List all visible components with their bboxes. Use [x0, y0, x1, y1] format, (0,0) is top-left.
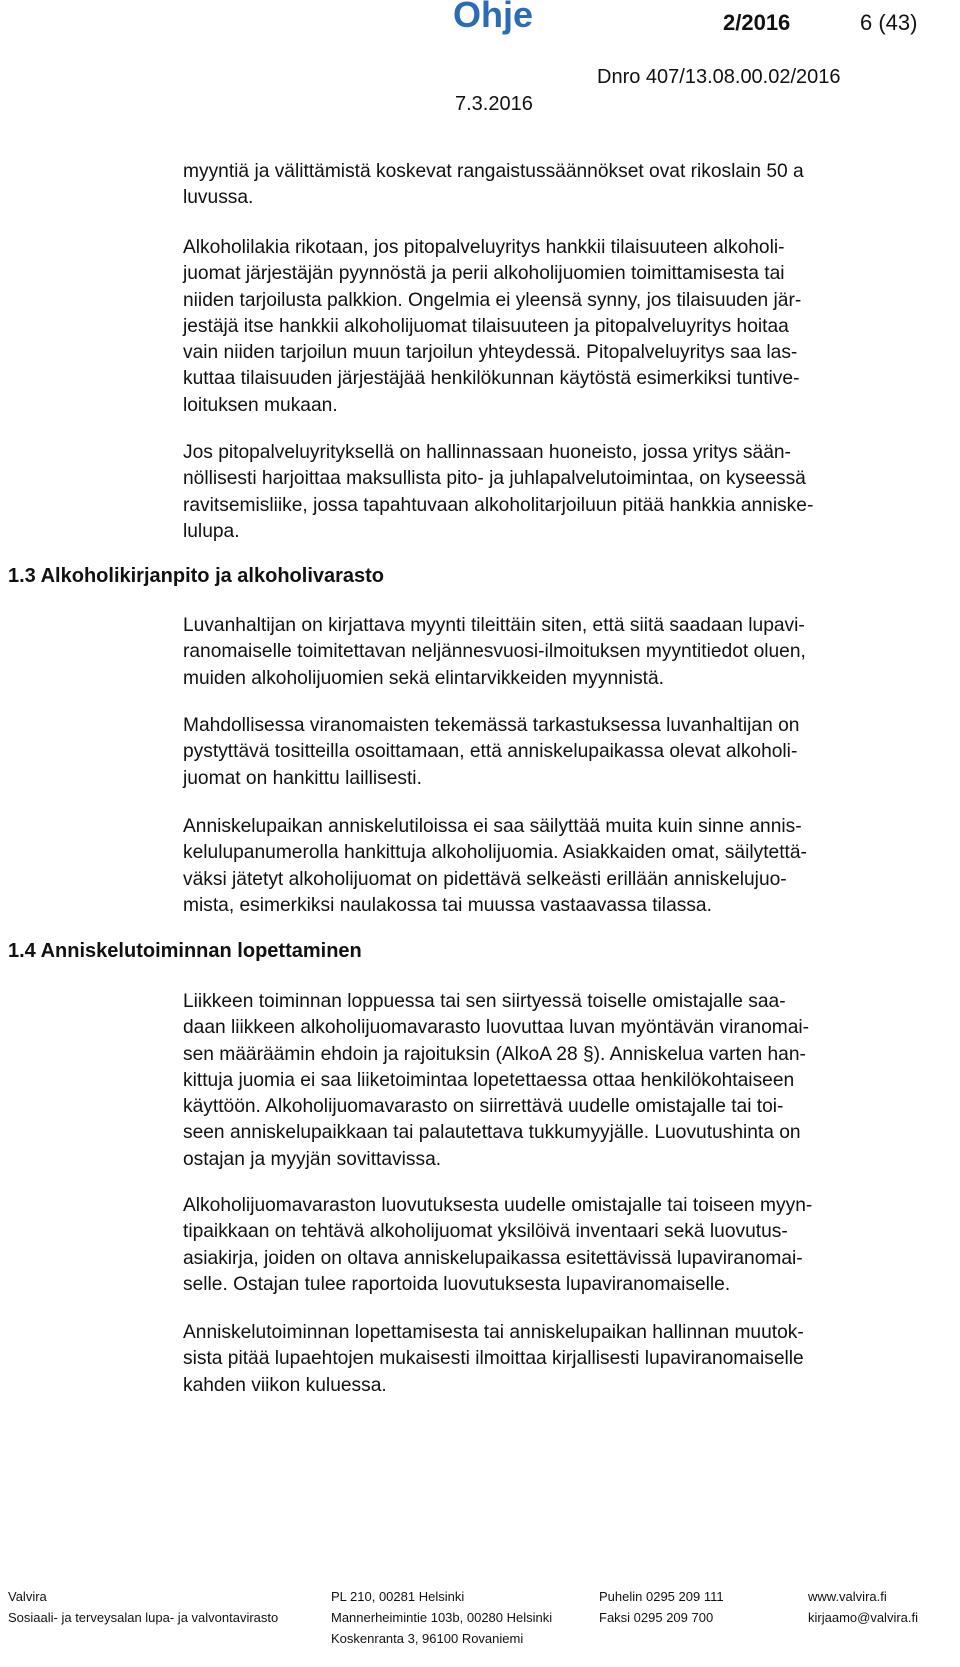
document-number: 2/2016: [723, 10, 791, 35]
document-date: 7.3.2016: [455, 93, 533, 115]
section-heading-1-4: 1.4 Anniskelutoiminnan lopettaminen: [8, 940, 362, 962]
page-number: 6 (43): [860, 10, 918, 35]
footer-phone: Puhelin 0295 209 111: [599, 1589, 724, 1604]
paragraph-3: Luvanhaltijan on kirjattava myynti tileittäin siten, että siitä saadaan lupavi- ranomaiselle toimitettavan neljännesvuosi-ilmoituksen myyntitiedot oluen, muiden alkoholijuomien sekä elintarvikkeiden myynnistä.: [183, 615, 806, 689]
paragraph-2: Jos pitopalveluyrityksellä on hallinnassaan huoneisto, jossa yritys sään- nöllisesti harjoittaa maksullista pito- ja juhlapalvelutoimintaa, on kyseessä ravitsemisliike, jossa tapahtuvaan alkoholitarjoiluun pitää hankkia anniske- lulupa.: [183, 442, 814, 542]
footer-address-1: PL 210, 00281 Helsinki: [331, 1589, 465, 1604]
section-heading-1-3: 1.3 Alkoholikirjanpito ja alkoholivarasto: [8, 565, 385, 587]
footer-email-link[interactable]: kirjaamo@valvira.fi: [808, 1610, 918, 1625]
footer-org-name: Valvira: [8, 1589, 47, 1604]
paragraph-6: Liikkeen toiminnan loppuessa tai sen siirtyessä toiselle omistajalle saa- daan liikkeen alkoholijuomavarasto luovuttaa luvan myöntävän viranomai- sen määräämin ehdoin ja rajoituksin (AlkoA 28 §). Anniskelua varten han- kittuja juomia ei saa liiketoimintaa lopetettaessa ottaa henkilökohtaiseen käyttöön. Alkoholijuomavarasto on siirrettävä uudelle omistajalle tai toi- seen anniskelupaikkaan tai palautettava tukkumyyjälle. Luovutushinta on ostajan ja myyjän sovittavissa.: [183, 991, 810, 1170]
paragraph-7: Alkoholijuomavaraston luovutuksesta uudelle omistajalle tai toiseen myyn- tipaikkaan on tehtävä alkoholijuomat yksilöivä inventaari sekä luovutus- asiakirja, joiden on oltava anniskelupaikassa esitettävissä lupaviranomai- selle. Ostajan tulee raportoida luovutuksesta lupaviranomaiselle.: [183, 1195, 813, 1295]
record-number: Dnro 407/13.08.00.02/2016: [597, 66, 841, 88]
footer-website-link[interactable]: www.valvira.fi: [808, 1589, 887, 1604]
footer-address-2: Mannerheimintie 103b, 00280 Helsinki: [331, 1610, 553, 1625]
paragraph-0: myyntiä ja välittämistä koskevat rangaistussäännökset ovat rikoslain 50 a luvussa.: [183, 161, 804, 209]
paragraph-1: Alkoholilakia rikotaan, jos pitopalveluyritys hankkii tilaisuuteen alkoholi- juomat järjestäjän pyynnöstä ja perii alkoholijuomien toimittamisesta tai niiden tarjoilusta palkkion. Ongelmia ei yleensä synny, jos tilaisuuden jär- jestäjä itse hankkii alkoholijuomat tilaisuuteen ja pitopalveluyritys hoitaa vain niiden tarjoilun muun tarjoilun yhteydessä. Pitopalveluyritys saa las- kuttaa tilaisuuden järjestäjää henkilökunnan käytöstä esimerkiksi tuntive- loituksen mukaan.: [183, 237, 802, 416]
footer-fax: Faksi 0295 209 700: [599, 1610, 714, 1625]
paragraph-8: Anniskelutoiminnan lopettamisesta tai anniskelupaikan hallinnan muutok- sista pitää lupaehtojen mukaisesti ilmoittaa kirjallisesti lupaviranomaiselle kahden viikon kuluessa.: [183, 1322, 804, 1396]
footer-org-description: Sosiaali- ja terveysalan lupa- ja valvontavirasto: [8, 1610, 279, 1625]
footer-address-3: Koskenranta 3, 96100 Rovaniemi: [331, 1631, 524, 1646]
paragraph-4: Mahdollisessa viranomaisten tekemässä tarkastuksessa luvanhaltijan on pystyttävä tositteilla osoittamaan, että anniskelupaikassa olevat alkoholi- juomat on hankittu laillisesti.: [183, 715, 800, 789]
paragraph-5: Anniskelupaikan anniskelutiloissa ei saa säilyttää muita kuin sinne annis- kelulupanumerolla hankittuja alkoholijuomia. Asiakkaiden omat, säilytettä- väksi jätetyt alkoholijuomat on pidettävä selkeästi erillään anniskelujuo- mista, esimerkiksi naulakossa tai muussa vastaavassa tilassa.: [183, 816, 807, 916]
document-type: Ohje: [453, 0, 534, 35]
